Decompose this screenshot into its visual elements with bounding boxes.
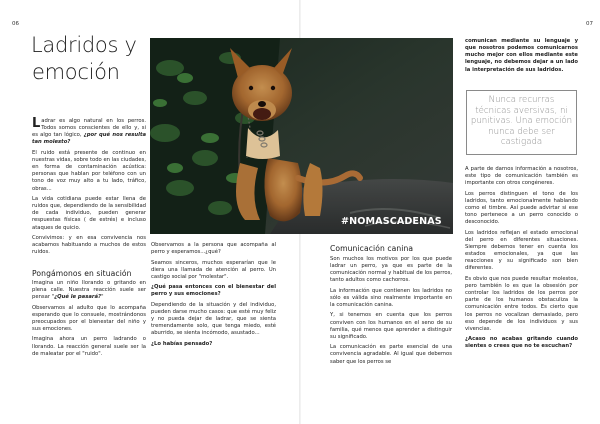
situacion-paragraph-1 — [32, 280, 146, 301]
intro-paragraph-4: Convivimos: y en esa convivencia nos acabamos habituando a muchos de estos ruidos. — [32, 234, 146, 256]
intro-paragraph-1 — [32, 115, 146, 147]
col4-paragraph-1: comunican mediante su lenguaje y que nosotros podemos comunicarnos mucho mejor con ellos mediante este lenguaje, no debemos dejar a un lado la interpretación de sus ladridos. — [465, 38, 578, 73]
col4b-paragraph-2: Los perros distinguen el tono de los ladridos, tanto emocionalmente hablando como el timbre. Así puede advirtar si ese tono pertenece a un perro conocido o desconocido. — [465, 190, 578, 226]
col2-question-2: ¿Lo habías pensado? — [151, 340, 213, 347]
col3-paragraph-1: Son muchos los motivos por los que puede ladrar un perro, ya que es parte de la comunicación normal y habitual de los perros, tanto adultos como cachorros. — [330, 256, 452, 284]
intro-paragraph-3: La vida cotidiana puede estar llena de ruidos que, dependiendo de la sensibilidad de cada individuo, pueden generar respuestas físicas ( de estrés) e incluso ataques de quicio. — [32, 195, 146, 231]
situacion-paragraph-1-text: Imagina un niño llorando o gritando en plena calle. Nuestra reacción suele ser pensar " — [32, 280, 146, 301]
col4b-closing-question: ¿Acaso no acabas gritando cuando sientes o crees que no te escuchan? — [465, 336, 578, 350]
article-title-line1: Ladridos y — [31, 33, 137, 57]
photo-hashtag: #NOMASCADENAS — [341, 216, 442, 227]
article-title-line2: emoción — [32, 60, 120, 84]
column-3 — [330, 256, 452, 369]
subhead-situacion: Pongámonos en situación — [32, 269, 132, 278]
col3-paragraph-2: La información que contienen los ladridos no sólo es válida sino realmente importante en la comunicación canina. — [330, 287, 452, 309]
col3-paragraph-3: Y, si tenemos en cuenta que los perros conviven con los humanos en el seno de su familia, qué menos que aprender a distinguir su significado. — [330, 312, 452, 340]
col2-question-1: ¿Qué pasa entonces con el bienestar del perro y sus emociones? — [151, 284, 276, 298]
situacion-paragraph-1-em: ¿Qué le pasará? — [54, 294, 102, 301]
situacion-paragraph-2: Observamos al adulto que lo acompaña esperando que lo consuele, mostrándonos preocupados por el bienestar del niño y sus emociones. — [32, 304, 146, 333]
column-4-top — [465, 38, 578, 77]
col3-paragraph-4: La comunicación es parte esencial de una convivencia agradable. Al igual que debemos saber que los perros se — [330, 344, 452, 365]
col2-paragraph-2: Seamos sinceros, muchos esperarían que le diera una llamada de atención al perro. Un castigo social por "molestar". — [151, 259, 276, 280]
article-title — [31, 32, 146, 86]
column-2 — [151, 242, 276, 351]
col4b-paragraph-4: Es obvio que nos puede resultar molestos, pero también lo es que la obsesión por controlar los ladridos de los perros por parte de los humanos obstaculiza la comunicación entre todos. Es cierto que los perros no vocalizan demasiado, pero eso depende de los individuos y sus vivencias. — [465, 275, 578, 332]
situacion-paragraph-1-end: " — [101, 294, 104, 301]
subhead-comunicacion: Comunicación canina — [330, 244, 414, 253]
col4b-paragraph-1: A parte de darnos información a nosotros, este tipo de comunicación también es importante con otros congéneres. — [465, 166, 578, 187]
column-1-situacion — [32, 280, 146, 361]
col2-paragraph-4: Dependiendo de la situación y del individuo, pueden darse mucho casos: que esté muy feliz y no pueda dejar de ladrar, que se sienta tremendamente solo, que tenga miedo, esté aburrido, se sienta incómodo, asustado... — [151, 301, 276, 337]
column-4-bottom — [465, 166, 578, 354]
page-number-left: 06 — [12, 21, 19, 27]
dog-photo — [150, 38, 453, 234]
intro-paragraph-2: El ruido está presente de continuo en nuestras vidas, sobre todo en las ciudades, en forma de contaminación acústica: personas que hablan por teléfono con un tono de voz muy alto a tu lado, tráfico, obras... — [32, 149, 146, 192]
page-number-right: 07 — [586, 21, 593, 27]
drop-cap: L — [32, 115, 41, 131]
intro-paragraph-1-text: adrar es algo natural en los perros. Todos somos conscientes de ello y, si es algo tan lógico, — [32, 118, 146, 139]
col2-paragraph-1: Observamos a la persona que acompaña al perro y esperamos...¿qué? — [151, 242, 276, 256]
column-1-intro — [32, 115, 146, 260]
col4b-paragraph-3: Los ladridos reflejan el estado emocional del perro en diferentes situaciones. Siempre debemos tener en cuenta los estados emocionales, ya que las reacciones y su significado son bien diferentes. — [465, 229, 578, 272]
pull-quote: Nunca recurras técnicas aversivas, ni punitivas. Una emoción nunca debe ser castigada — [466, 90, 577, 155]
situacion-paragraph-3: Imagina ahora un perro ladrando o llorando. La reacción general suele ser la de maleatar por el "ruido". — [32, 336, 146, 357]
dog-photo-illustration — [150, 38, 453, 234]
intro-paragraph-1-question: ¿por qué nos resulta tan molesto? — [32, 132, 146, 146]
